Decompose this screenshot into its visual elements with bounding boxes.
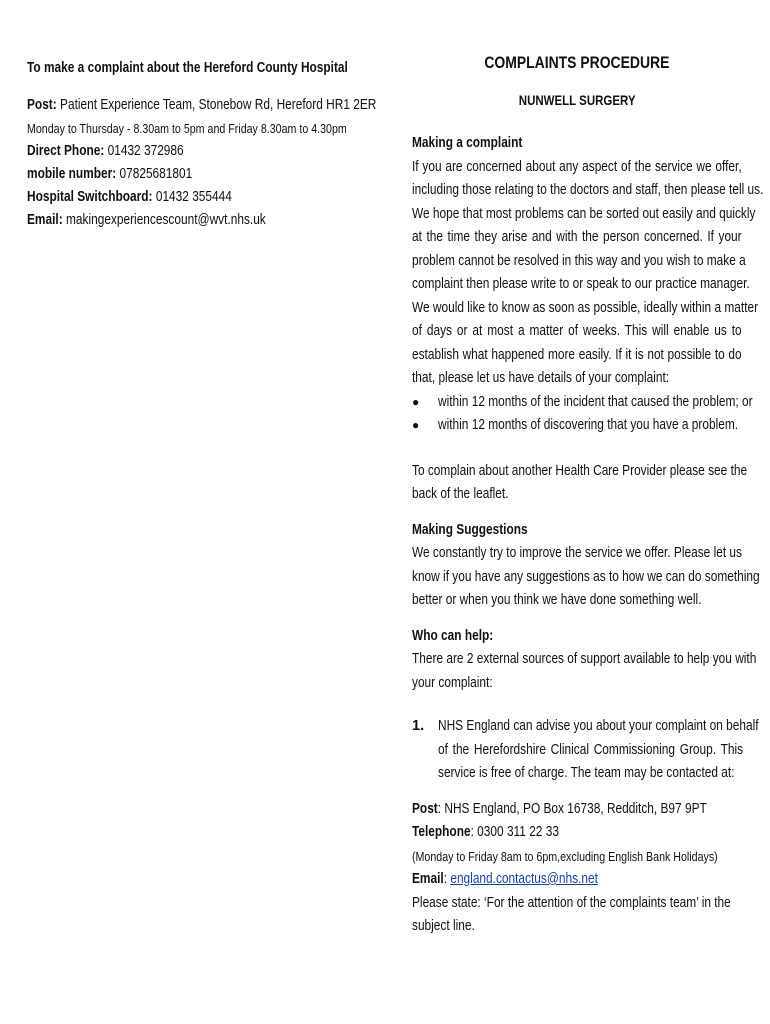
surgery-name: NUNWELL SURGERY bbox=[518, 92, 636, 108]
nhs-telephone: Telephone: 0300 311 22 33 bbox=[412, 824, 559, 840]
making-complaint-heading: Making a complaint bbox=[412, 135, 523, 151]
nhs-hours: (Monday to Friday 8am to 6pm,excluding English Bank Holidays) bbox=[412, 848, 718, 864]
making-complaint-text: If you are concerned about any aspect of the service we offer, including those relating to the doctors and staff, then please tell us. We hope that most problems can be sorted out easily and quickly at the time they arise and with the person concerned. If your problem cannot be resolved in this way and you wish to make a complaint then please write to or speak to our practice manager. We would like to know as soon as possible, ideally within a matter of days or at most a matter of weeks. This will enable us to establish what happened more easily. If it is not possible to do that, please let us have details of your complaint: bbox=[412, 158, 764, 386]
suggestions-heading: Making Suggestions bbox=[412, 521, 528, 538]
bullet-item: ● within 12 months of discovering that you have a problem. bbox=[412, 414, 742, 438]
hospital-switchboard: Hospital Switchboard: 01432 355444 bbox=[27, 189, 232, 205]
suggestions-text: We constantly try to improve the service we offer. Please let us know if you have any suggestions as to how we can do something better or when you think we have done something well. bbox=[412, 545, 760, 608]
support-item-1: 1. NHS England can advise you about your complaint on behalf of the Herefordshire Clinical Commissioning Group. This service is free of charge. The team may be contacted at: bbox=[412, 718, 759, 781]
other-provider-text: To complain about another Health Care Provider please see the back of the leaflet. bbox=[412, 462, 748, 502]
nhs-email: Email: england.contactus@nhs.net bbox=[412, 871, 598, 887]
hospital-hours: Monday to Thursday - 8.30am to 5pm and Friday 8.30am to 4.30pm bbox=[27, 121, 347, 136]
bullet-item: ● within 12 months of the incident that caused the problem; or bbox=[412, 391, 742, 415]
who-can-help-heading: Who can help: bbox=[412, 627, 494, 644]
hospital-heading: To make a complaint about the Hereford County Hospital bbox=[27, 60, 348, 76]
nhs-post: Post: NHS England, PO Box 16738, Redditch, B97 9PT bbox=[412, 800, 707, 817]
hospital-email: Email: makingexperiencescount@wvt.nhs.uk bbox=[27, 212, 266, 228]
nhs-email-link[interactable]: england.contactus@nhs.net bbox=[450, 871, 598, 887]
complaints-procedure-section bbox=[412, 50, 764, 939]
hospital-mobile: mobile number: 07825681801 bbox=[27, 166, 193, 182]
page-title: COMPLAINTS PROCEDURE bbox=[484, 53, 670, 72]
nhs-england-contact: Post: NHS England, PO Box 16738, Redditch, B97 9PT Telephone: 0300 311 22 33 (Monday to Friday 8am to 6pm,excluding English Bank Holidays) Email: england.contactus@nhs.net Please state: ‘For the attention of the complaints team’ in the subject line. bbox=[412, 798, 742, 939]
hospital-post: Post: Patient Experience Team, Stonebow Rd, Hereford HR1 2ER bbox=[27, 97, 377, 113]
bullet-icon: ● bbox=[412, 394, 420, 409]
hospital-contact-section bbox=[27, 57, 387, 232]
who-can-help-text: There are 2 external sources of support available to help you with your complaint: bbox=[412, 651, 757, 691]
hospital-direct-phone: Direct Phone: 01432 372986 bbox=[27, 143, 184, 159]
bullet-icon: ● bbox=[412, 418, 420, 432]
